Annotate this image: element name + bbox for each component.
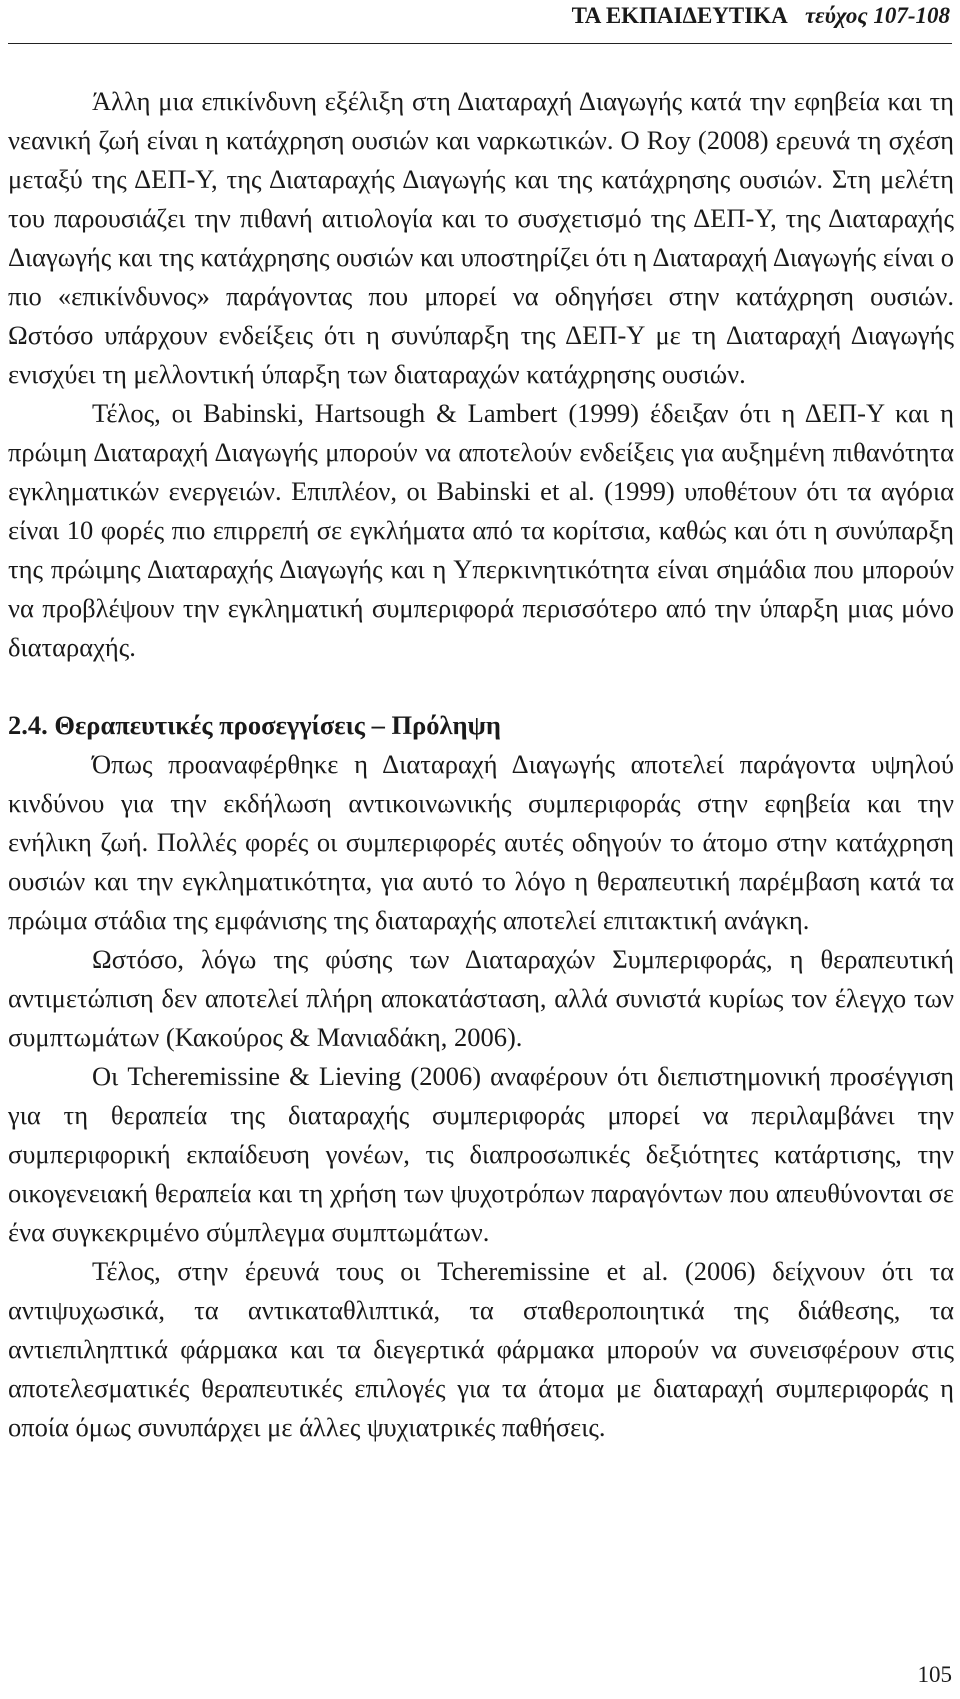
issue-number: τεύχος 107-108: [804, 3, 950, 28]
page-number: 105: [917, 1662, 952, 1687]
paragraph: Τέλος, οι Babinski, Hartsough & Lambert (1999) έδειξαν ότι η ΔΕΠ-Υ και η πρώιμη Διαταραχή Διαγωγής μπορούν να αποτελούν ενδείξεις για αυξημένη πιθανότητα εγκληματικών ενεργειών. Επιπλέον, οι Babinski et al. (1999) υποθέτουν ότι τα αγόρια είναι 10 φορές πιο επιρρεπή σε εγκλήματα από τα κορίτσια, καθώς και ότι η συνύπαρξη της πρώιμης Διαταραχής Διαγωγής και η Υπερκινητικότητα είναι σημάδια που μπορούν να προβλέψουν την εγκληματική συμπεριφορά περισσότερο από την ύπαρξη μιας μόνο διαταραχής.: [8, 398, 954, 662]
journal-title: ΤΑ ΕΚΠΑΙΔΕΥΤΙΚΑ: [571, 3, 788, 28]
paragraph: Άλλη μια επικίνδυνη εξέλιξη στη Διαταραχή Διαγωγής κατά την εφηβεία και τη νεανική ζωή είναι η κατάχρηση ουσιών και ναρκωτικών. Ο Roy (2008) ερευνά τη σχέση μεταξύ της ΔΕΠ-Υ, της Διαταραχής Διαγωγής και της κατάχρησης ουσιών. Στη μελέτη του παρουσιάζει την πιθανή αιτιολογία και το συσχετισμό της ΔΕΠ-Υ, της Διαταραχής Διαγωγής και της κατάχρησης ουσιών και υποστηρίζει ότι η Διαταραχή Διαγωγής είναι ο πιο «επικίνδυνος» παράγοντας που μπορεί να οδηγήσει στην κατάχρηση ουσιών. Ωστόσο υπάρχουν ενδείξεις ότι η συνύπαρξη της ΔΕΠ-Υ με τη Διαταραχή Διαγωγής ενισχύει τη μελλοντική ύπαρξη των διαταραχών κατάχρησης ουσιών.: [8, 86, 954, 389]
header-text: [572, 2, 950, 30]
paragraph: Οι Tcheremissine & Lieving (2006) αναφέρουν ότι διεπιστημονική προσέγγιση για τη θεραπεία της διαταραχής συμπεριφοράς μπορεί να περιλαμβάνει την συμπεριφορική εκπαίδευση γονέων, τις διαπροσωπικές δεξιότητες κατάρτισης, την οικογενειακή θεραπεία και τη χρήση των ψυχοτρόπων παραγόντων που απευθύνονται σε ένα συγκεκριμένο σύμπλεγμα συμπτωμάτων.: [8, 1061, 954, 1247]
body-text: [8, 82, 954, 1447]
running-header: [8, 0, 952, 44]
paragraph: Τέλος, στην έρευνά τους οι Tcheremissine et al. (2006) δείχνουν ότι τα αντιψυχωσικά, τα αντικαταθλιπτικά, τα σταθεροποιητικά της διάθεσης, τα αντιεπιληπτικά φάρμακα και τα διεγερτικά φάρμακα μπορούν να συνεισφέρουν στις αποτελεσματικές θεραπευτικές επιλογές για τα άτομα με διαταραχή συμπεριφοράς η οποία όμως συνυπάρχει με άλλες ψυχιατρικές παθήσεις.: [8, 1256, 954, 1442]
paragraph: Όπως προαναφέρθηκε η Διαταραχή Διαγωγής αποτελεί παράγοντα υψηλού κινδύνου για την εκδήλωση αντικοινωνικής συμπεριφοράς στην εφηβεία και την ενήλικη ζωή. Πολλές φορές οι συμπεριφορές αυτές οδηγούν το άτομο στην κατάχρηση ουσιών και την εγκληματικότητα, για αυτό το λόγο η θεραπευτική παρέμβαση κατά τα πρώιμα στάδια της εμφάνισης της διαταραχής αποτελεί επιτακτική ανάγκη.: [8, 749, 954, 935]
section-heading: 2.4. Θεραπευτικές προσεγγίσεις – Πρόληψη: [8, 710, 501, 740]
paragraph: Ωστόσο, λόγω της φύσης των Διαταραχών Συμπεριφοράς, η θεραπευτική αντιμετώπιση δεν αποτελεί πλήρη αποκατάσταση, αλλά συνιστά κυρίως τον έλεγχο των συμπτωμάτων (Κακούρος & Μανιαδάκη, 2006).: [8, 944, 954, 1052]
